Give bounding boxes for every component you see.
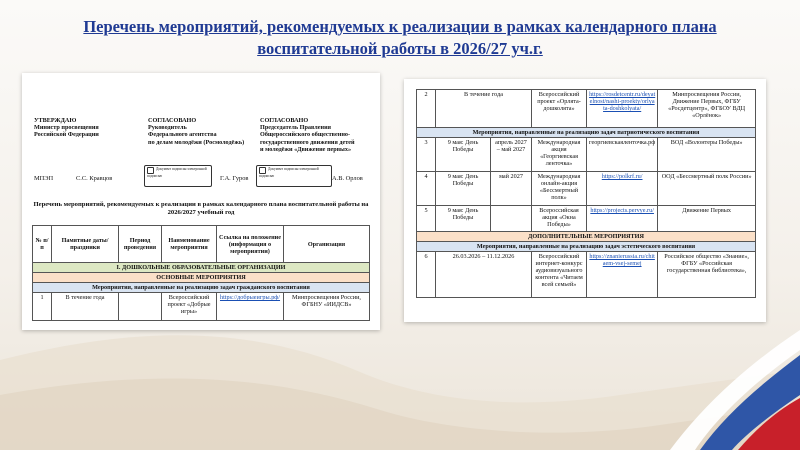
cell-date: В течение года	[436, 90, 532, 128]
agree-block-1	[148, 117, 244, 146]
cell-date: 9 мая: День Победы	[436, 138, 491, 172]
approve-line: Министр просвещения	[34, 124, 99, 132]
cell-name: Всероссийский интернет-конкурс аудиовизуального контента «Читаем всей семьей»	[532, 252, 587, 298]
cell-date: В течение года	[52, 293, 119, 321]
table-row	[417, 252, 756, 298]
cell-name: Всероссийская акция «Окна Победы»	[532, 206, 587, 232]
extra-section-row: ДОПОЛНИТЕЛЬНЫЕ МЕРОПРИЯТИЯ	[417, 232, 756, 242]
document-page-left	[22, 73, 380, 330]
cell-link[interactable]	[587, 206, 658, 232]
signature-mark-icon	[147, 167, 154, 174]
col-date: Памятные даты/праздники	[52, 226, 119, 263]
slide-title: Перечень мероприятий, рекомендуемых к реализации в рамках календарного плана воспитательной работы в 2026/27 уч.г.	[83, 17, 717, 58]
event-link[interactable]: https://projects.pervye.ru/	[590, 207, 654, 214]
cell-org: Движение Первых	[658, 206, 756, 232]
cell-link[interactable]	[217, 293, 284, 321]
cell-date: 9 мая: День Победы	[436, 172, 491, 206]
cell-link[interactable]	[587, 172, 658, 206]
agree1-signer: Г.А. Гуров	[220, 175, 249, 182]
event-link[interactable]: https://znanierussia.ru/chitaem-vsej-semej	[589, 253, 655, 267]
cell-number: 2	[417, 90, 436, 128]
cell-period: апрель 2027 – май 2027	[491, 138, 532, 172]
approve-line: Российской Федерации	[34, 131, 99, 139]
cell-period: май 2027	[491, 172, 532, 206]
table-row	[33, 293, 370, 321]
cell-period	[491, 206, 532, 232]
agree2-signer: А.В. Орлов	[332, 175, 363, 182]
direction-row: Мероприятия, направленные на реализацию задач эстетического воспитания	[417, 242, 756, 252]
agree-heading: СОГЛАСОВАНО	[148, 117, 197, 124]
event-link[interactable]: георгиевскаяленточка.рф	[589, 139, 656, 146]
agree-line: Федерального агентства	[148, 131, 217, 139]
signature-mark-icon	[259, 167, 266, 174]
section-row: I. ДОШКОЛЬНЫЕ ОБРАЗОВАТЕЛЬНЫЕ ОРГАНИЗАЦИИ	[33, 263, 370, 273]
signature-stamp	[256, 165, 332, 187]
col-link: Ссылка на положение (информация о мероприятии)	[217, 226, 284, 263]
cell-org: Минпросвещения России, ФГБНУ «ИИДСВ»	[284, 293, 370, 321]
agree-line: и молодёжи «Движение первых»	[260, 145, 352, 153]
cell-date: 26.03.2026 – 11.12.2026	[436, 252, 532, 298]
cell-org: Российское общество «Знание», ФГБУ «Российская государственная библиотека»,	[658, 252, 756, 298]
cell-period	[119, 293, 162, 321]
cell-number: 4	[417, 172, 436, 206]
events-table-right	[416, 89, 756, 298]
table-row	[417, 138, 756, 172]
agree-line: Общероссийского общественно-	[260, 131, 351, 139]
cell-name: Международная онлайн-акция «Бессмертный полк»	[532, 172, 587, 206]
cell-number: 1	[33, 293, 52, 321]
cell-link[interactable]	[587, 138, 658, 172]
agree-heading: СОГЛАСОВАНО	[260, 117, 309, 124]
events-table-left	[32, 225, 370, 321]
cell-name: Международная акция «Георгиевская ленточка»	[532, 138, 587, 172]
cell-link[interactable]	[587, 90, 658, 128]
event-link[interactable]: https://rosdetcentr.ru/deyatelnost/nashi-proekty/orlyata-doshkolyata/	[589, 91, 656, 112]
plan-title: Перечень мероприятий, рекомендуемых к реализации в рамках календарного плана воспитательной работы на 2026/2027 учебный год	[33, 201, 369, 216]
signature-stamp	[144, 165, 212, 187]
stamp-text: Документ подписан электронной подписью	[259, 167, 319, 178]
approve-short: МПЭП	[34, 175, 54, 182]
agree-line: государственного движения детей	[260, 138, 355, 146]
cell-number: 6	[417, 252, 436, 298]
event-link[interactable]: https://polkrf.ru/	[601, 173, 643, 180]
cell-number: 5	[417, 206, 436, 232]
document-page-right	[404, 79, 766, 322]
col-org: Организация	[284, 226, 370, 263]
agree-line: Председатель Правления	[260, 124, 331, 132]
cell-date: 9 мая: День Победы	[436, 206, 491, 232]
cell-name: Всероссийский проект «Добрые игры»	[162, 293, 217, 321]
col-period: Период проведения	[119, 226, 162, 263]
cell-org: Минпросвещения России, Движение Первых, ФГБУ «Росдетцентр», ФГБОУ ВДЦ «Орлёнок»	[658, 90, 756, 128]
direction-row: Мероприятия, направленные на реализацию задач гражданского воспитания	[33, 283, 370, 293]
cell-link[interactable]	[587, 252, 658, 298]
col-name: Наименование мероприятия	[162, 226, 217, 263]
cell-org: ООД «Бессмертный полк России»	[658, 172, 756, 206]
cell-org: ВОД «Волонтеры Победы»	[658, 138, 756, 172]
table-row	[417, 172, 756, 206]
cell-number: 3	[417, 138, 436, 172]
col-number: № п/п	[33, 226, 52, 263]
subsection-row: ОСНОВНЫЕ МЕРОПРИЯТИЯ	[33, 273, 370, 283]
cell-name: Всероссийский проект «Орлята-дошколята»	[532, 90, 587, 128]
agree-block-2	[260, 117, 355, 153]
approve-block	[34, 117, 99, 139]
agree-line: Руководитель	[148, 124, 187, 132]
table-row	[417, 90, 756, 128]
direction-row: Мероприятия, направленные на реализацию задач патриотического воспитания	[417, 128, 756, 138]
approve-signer: С.С. Кравцов	[76, 175, 113, 182]
stamp-text: Документ подписан электронной подписью	[147, 167, 207, 178]
approve-heading: УТВЕРЖДАЮ	[34, 117, 77, 124]
agree-line: по делам молодёжи (Росмолодёжь)	[148, 138, 245, 146]
table-row	[417, 206, 756, 232]
event-link[interactable]: https://добрыеигры.рф/	[219, 294, 281, 301]
